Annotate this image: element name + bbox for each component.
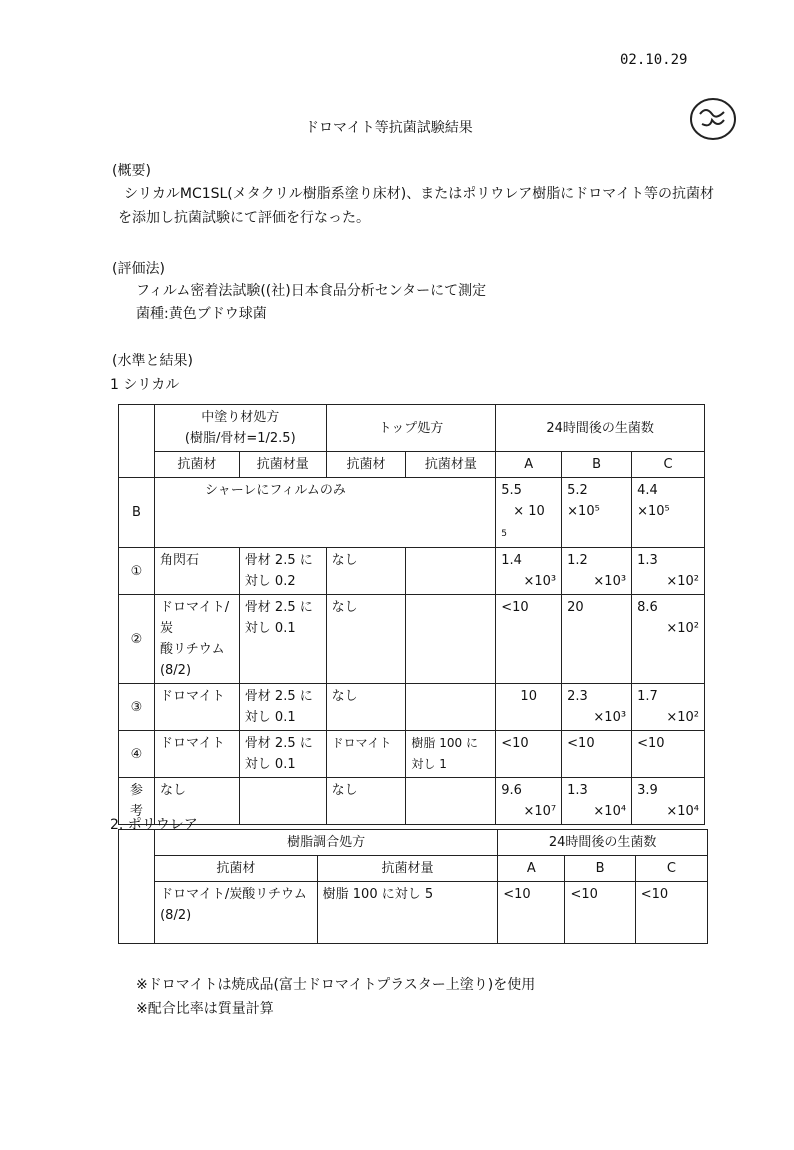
summary-text: シリカルMC1SL(メタクリル樹脂系塗り床材)、またはポリウレア樹脂にドロマイト等の抗菌材を添加し抗菌試験にて評価を行なった。 — [118, 186, 714, 226]
document-date: 02.10.29 — [620, 52, 688, 68]
page-title: ドロマイト等抗菌試験結果 — [305, 120, 473, 136]
header-b: B — [565, 856, 635, 882]
seal-stamp — [688, 96, 738, 142]
header-agent: 抗菌材 — [155, 856, 318, 882]
summary-heading: (概要) — [112, 163, 151, 179]
header-amount: 抗菌材量 — [239, 452, 326, 478]
header-b: B — [562, 452, 632, 478]
note-1: ※ドロマイトは焼成品(富士ドロマイトプラスター上塗り)を使用 — [136, 977, 536, 993]
method-heading: (評価法) — [112, 261, 165, 277]
header-amount: 抗菌材量 — [317, 856, 498, 882]
header-count: 24時間後の生菌数 — [498, 830, 708, 856]
header-amount-top: 抗菌材量 — [406, 452, 496, 478]
table-row: ③ ドロマイト 骨材 2.5 に 対し 0.1 なし 10 2.3 ×10³ 1.7 ×10² — [119, 684, 705, 731]
table-row: ドロマイト/炭酸リチウム (8/2) 樹脂 100 に対し 5 <10 <10 <10 — [119, 882, 708, 944]
header-blend: 樹脂調合処方 — [155, 830, 498, 856]
section-2-heading: 2. ポリウレア — [110, 817, 198, 833]
header-agent: 抗菌材 — [154, 452, 239, 478]
table-row: ① 角閃石 骨材 2.5 に 対し 0.2 なし 1.4 ×10³ 1.2 ×10³ 1.3 ×10² — [119, 548, 705, 595]
note-2: ※配合比率は質量計算 — [136, 1001, 274, 1017]
header-c: C — [635, 856, 707, 882]
header-a: A — [496, 452, 562, 478]
header-a: A — [498, 856, 565, 882]
results-heading: (水準と結果) — [112, 353, 193, 369]
table-row: ② ドロマイト/炭 酸リチウム (8/2) 骨材 2.5 に 対し 0.1 なし <10 20 8.6 ×10² — [119, 595, 705, 684]
method-line-1: フィルム密着法試験((社)日本食品分析センターにて測定 — [136, 283, 487, 299]
header-top-coat: トップ処方 — [326, 405, 496, 452]
method-line-2: 菌種:黄色ブドウ球菌 — [136, 306, 267, 322]
header-count: 24時間後の生菌数 — [496, 405, 705, 452]
section-1-heading: 1 シリカル — [110, 377, 180, 393]
table-row: B シャーレにフィルムのみ 5.5 × 10 5 5.2 ×10⁵ 4.4 ×10⁵ — [119, 478, 705, 548]
silical-results-table — [118, 404, 705, 825]
table-row: 参 考 なし なし 9.6 ×10⁷ 1.3 ×10⁴ 3.9 ×10⁴ — [119, 778, 705, 825]
polyurea-results-table — [118, 829, 708, 944]
header-mid-coat: 中塗り材処方 (樹脂/骨材=1/2.5) — [154, 405, 326, 452]
header-agent-top: 抗菌材 — [326, 452, 406, 478]
header-c: C — [632, 452, 705, 478]
table-row: ④ ドロマイト 骨材 2.5 に 対し 0.1 ドロマイト 樹脂 100 に 対し 1 <10 <10 <10 — [119, 731, 705, 778]
